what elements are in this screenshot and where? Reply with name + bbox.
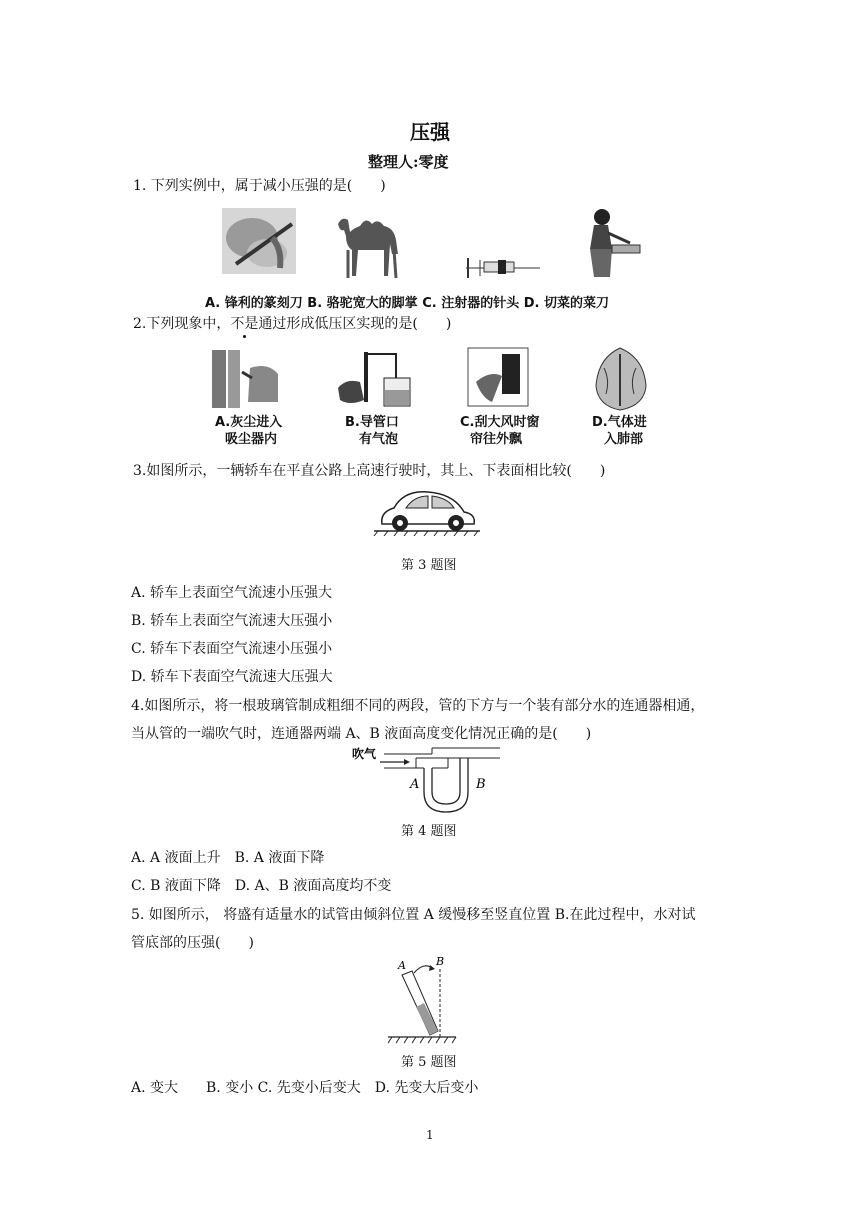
q3-option-a: A. 轿车上表面空气流速小压强大 <box>131 585 333 601</box>
q5-stem-line2: 管底部的压强( ) <box>131 935 254 951</box>
q2-figure-b-bubbles <box>336 348 418 410</box>
q2-caption-b: B.导管口 有气泡 <box>345 415 399 447</box>
q5-options: A. 变大 B. 变小 C. 先变小后变大 D. 先变大后变小 <box>131 1080 479 1096</box>
q3-figure-car <box>372 486 482 536</box>
q3-stem: 3.如图所示，一辆轿车在平直公路上高速行驶时，其上、下表面相比较( ) <box>133 463 606 479</box>
q4-label-blow: 吹气 <box>352 747 377 761</box>
q5-label-a: A <box>398 959 406 972</box>
q3-option-d: D. 轿车下表面空气流速大压强大 <box>131 669 333 685</box>
q2-caption-c: C.刮大风时窗 帘往外飘 <box>460 415 540 447</box>
q4-figure-caption: 第 4 题图 <box>401 824 457 839</box>
q1-stem: 1. 下列实例中，属于减小压强的是( ) <box>133 178 386 194</box>
author-line <box>368 151 449 172</box>
q3-option-b: B. 轿车上表面空气流速大压强小 <box>131 613 333 629</box>
author-text: 整理人:零度 <box>368 153 449 171</box>
q2-caption-a: A.灰尘进入 吸尘器内 <box>215 415 283 447</box>
q5-figure-test-tube <box>384 955 460 1045</box>
page-number: 1 <box>426 1128 434 1142</box>
q4-options-line2: C. B 液面下降 D. A、B 液面高度均不变 <box>131 878 392 894</box>
q4-stem-line1: 4.如图所示，将一根玻璃管制成粗细不同的两段，管的下方与一个装有部分水的连通器相通， <box>131 698 705 714</box>
q2-figure-a-vacuum <box>208 348 284 410</box>
q5-label-b: B <box>436 955 445 968</box>
q2-stem-emphasis: 不是 <box>230 316 259 332</box>
q4-stem-line2: 当从管的一端吹气时，连通器两端 A、B 液面高度变化情况正确的是( ) <box>131 726 592 742</box>
q2-figure-c-curtain <box>462 346 534 410</box>
q4-label-b: B <box>476 777 486 792</box>
q1-figure-b-camel <box>328 210 408 282</box>
q2-figure-d-lungs <box>590 346 652 412</box>
q2-stem-after: 通过形成低压区实现的是( ) <box>258 316 452 332</box>
q1-figure-c-syringe <box>462 254 544 280</box>
q3-figure-caption: 第 3 题图 <box>401 558 457 573</box>
q2-stem-before: 2.下列现象中， <box>133 316 231 332</box>
q2-caption-d: D.气体进 入肺部 <box>592 415 647 447</box>
q2-stem <box>133 314 451 334</box>
q4-label-a: A <box>410 777 420 792</box>
q1-options-caption: A. 锋利的篆刻刀 B. 骆驼宽大的脚掌 C. 注射器的针头 D. 切菜的菜刀 <box>205 296 609 311</box>
page-title: 压强 <box>410 120 450 144</box>
q1-figure-a-carving-knife <box>222 208 296 274</box>
q5-stem-line1: 5. 如图所示， 将盛有适量水的试管由倾斜位置 A 缓慢移至竖直位置 B.在此过程中，水对试 <box>131 907 696 923</box>
q4-figure-tube <box>352 746 502 816</box>
q5-figure-caption: 第 5 题图 <box>401 1055 457 1070</box>
q1-figure-d-kitchen-knife <box>572 205 642 279</box>
q3-option-c: C. 轿车下表面空气流速小压强小 <box>131 641 333 657</box>
q4-options-line1: A. A 液面上升 B. A 液面下降 <box>131 850 325 866</box>
